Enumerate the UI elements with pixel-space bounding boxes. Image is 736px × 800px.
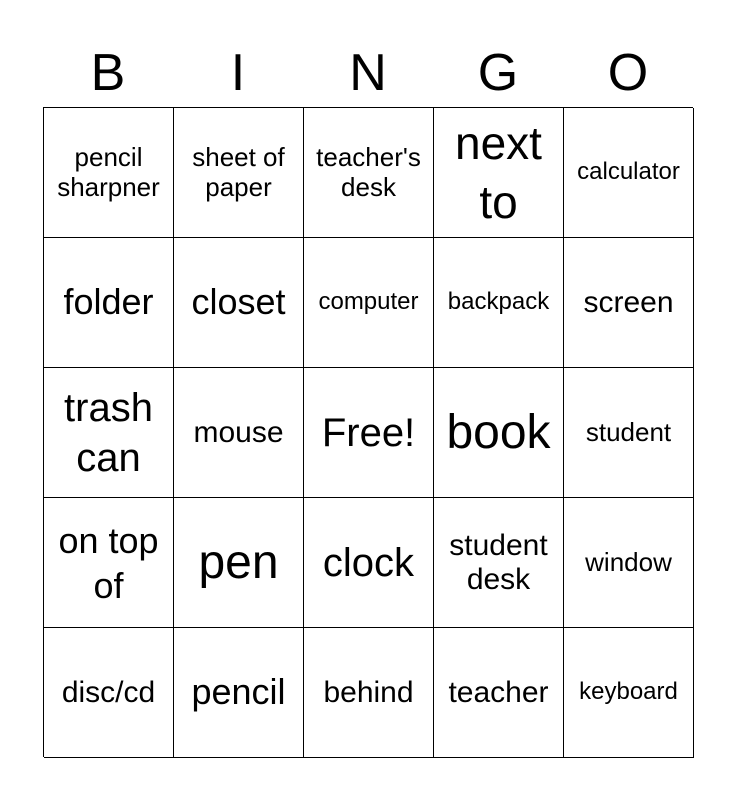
bingo-cell[interactable]: behind (304, 628, 434, 758)
header-letter-b: B (90, 44, 126, 102)
bingo-cell[interactable]: calculator (564, 108, 694, 238)
bingo-cell[interactable]: student desk (434, 498, 564, 628)
free-space-cell[interactable]: Free! (304, 368, 434, 498)
bingo-board (43, 107, 693, 757)
bingo-cell[interactable]: book (434, 368, 564, 498)
bingo-cell[interactable]: window (564, 498, 694, 628)
header-letter-o: O (607, 44, 649, 102)
bingo-cell[interactable]: pencil (174, 628, 304, 758)
bingo-cell[interactable]: pencil sharpner (44, 108, 174, 238)
bingo-cell[interactable]: folder (44, 238, 174, 368)
header-letter-g: G (477, 44, 519, 102)
bingo-cell[interactable]: pen (174, 498, 304, 628)
bingo-cell[interactable]: closet (174, 238, 304, 368)
bingo-cell[interactable]: screen (564, 238, 694, 368)
bingo-cell[interactable]: keyboard (564, 628, 694, 758)
bingo-cell[interactable]: on top of (44, 498, 174, 628)
bingo-cell[interactable]: teacher's desk (304, 108, 434, 238)
bingo-cell[interactable]: next to (434, 108, 564, 238)
bingo-cell[interactable]: backpack (434, 238, 564, 368)
bingo-cell[interactable]: mouse (174, 368, 304, 498)
bingo-cell[interactable]: student (564, 368, 694, 498)
bingo-cell[interactable]: teacher (434, 628, 564, 758)
bingo-cell[interactable]: computer (304, 238, 434, 368)
bingo-header (43, 40, 693, 106)
header-letter-n: N (349, 44, 387, 102)
bingo-cell[interactable]: trash can (44, 368, 174, 498)
bingo-cell[interactable]: clock (304, 498, 434, 628)
header-letter-i: I (230, 44, 246, 102)
bingo-cell[interactable]: sheet of paper (174, 108, 304, 238)
bingo-cell[interactable]: disc/cd (44, 628, 174, 758)
